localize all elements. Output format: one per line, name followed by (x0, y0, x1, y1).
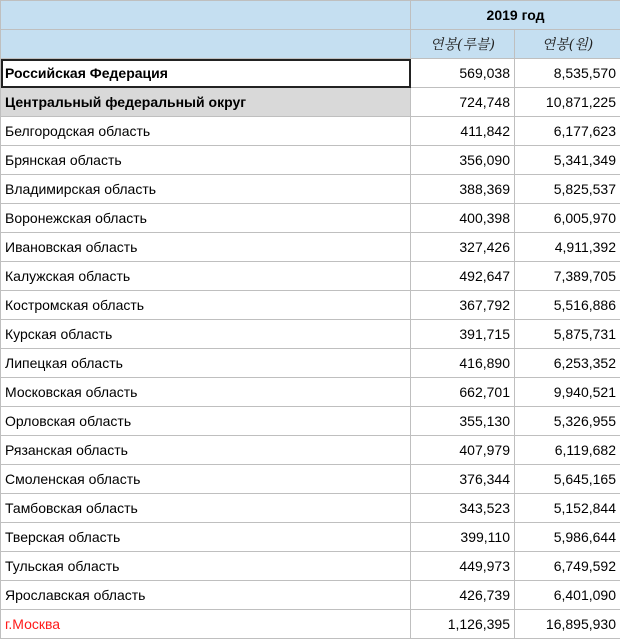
salary-won-cell[interactable]: 6,119,682 (515, 436, 620, 465)
region-name-cell[interactable]: Белгородская область (1, 117, 411, 146)
salary-rub-cell[interactable]: 356,090 (411, 146, 515, 175)
table-row (1, 233, 620, 262)
region-name-cell[interactable]: г.Москва (1, 610, 411, 639)
year-header-row (1, 1, 620, 30)
column-header-won[interactable]: 연봉(원) (515, 30, 620, 59)
column-header-rub[interactable]: 연봉(루블) (411, 30, 515, 59)
salary-rub-cell[interactable]: 426,739 (411, 581, 515, 610)
region-name-cell[interactable]: Липецкая область (1, 349, 411, 378)
region-name-cell[interactable]: Брянская область (1, 146, 411, 175)
region-name-cell[interactable]: Ивановская область (1, 233, 411, 262)
table-row (1, 320, 620, 349)
salary-rub-cell[interactable]: 391,715 (411, 320, 515, 349)
region-name-cell[interactable]: Воронежская область (1, 204, 411, 233)
salary-rub-cell[interactable]: 388,369 (411, 175, 515, 204)
table-row (1, 552, 620, 581)
salary-won-cell[interactable]: 8,535,570 (515, 59, 620, 88)
salary-rub-cell[interactable]: 416,890 (411, 349, 515, 378)
region-name-cell[interactable]: Орловская область (1, 407, 411, 436)
header-blank-cell[interactable] (1, 30, 411, 59)
table-row (1, 610, 620, 639)
region-name-cell[interactable]: Владимирская область (1, 175, 411, 204)
salary-won-cell[interactable]: 5,152,844 (515, 494, 620, 523)
salary-won-cell[interactable]: 6,005,970 (515, 204, 620, 233)
salary-rub-cell[interactable]: 449,973 (411, 552, 515, 581)
salary-won-cell[interactable]: 16,895,930 (515, 610, 620, 639)
region-name-cell[interactable]: Курская область (1, 320, 411, 349)
region-name-cell[interactable]: Центральный федеральный округ (1, 88, 411, 117)
salary-won-cell[interactable]: 6,253,352 (515, 349, 620, 378)
salary-rub-cell[interactable]: 327,426 (411, 233, 515, 262)
salary-won-cell[interactable]: 5,341,349 (515, 146, 620, 175)
region-name-cell[interactable]: Московская область (1, 378, 411, 407)
table-row (1, 465, 620, 494)
salary-rub-cell[interactable]: 399,110 (411, 523, 515, 552)
region-name-cell[interactable]: Ярославская область (1, 581, 411, 610)
region-name-cell[interactable]: Калужская область (1, 262, 411, 291)
salary-won-cell[interactable]: 9,940,521 (515, 378, 620, 407)
salary-rub-cell[interactable]: 724,748 (411, 88, 515, 117)
salary-won-cell[interactable]: 5,516,886 (515, 291, 620, 320)
salary-rub-cell[interactable]: 662,701 (411, 378, 515, 407)
table-row (1, 146, 620, 175)
salary-rub-cell[interactable]: 376,344 (411, 465, 515, 494)
salary-rub-cell[interactable]: 407,979 (411, 436, 515, 465)
year-header-cell[interactable]: 2019 год (411, 1, 620, 30)
salary-won-cell[interactable]: 6,749,592 (515, 552, 620, 581)
table-row (1, 581, 620, 610)
salary-rub-cell[interactable]: 492,647 (411, 262, 515, 291)
table-row (1, 262, 620, 291)
salary-won-cell[interactable]: 5,986,644 (515, 523, 620, 552)
salary-won-cell[interactable]: 5,825,537 (515, 175, 620, 204)
region-name-cell[interactable]: Тверская область (1, 523, 411, 552)
table-row (1, 204, 620, 233)
salary-won-cell[interactable]: 7,389,705 (515, 262, 620, 291)
table-row (1, 291, 620, 320)
table-row (1, 175, 620, 204)
salary-rub-cell[interactable]: 1,126,395 (411, 610, 515, 639)
table-row (1, 117, 620, 146)
region-name-cell[interactable]: Тамбовская область (1, 494, 411, 523)
salary-won-cell[interactable]: 6,177,623 (515, 117, 620, 146)
salary-won-cell[interactable]: 5,645,165 (515, 465, 620, 494)
salary-rub-cell[interactable]: 411,842 (411, 117, 515, 146)
region-name-cell[interactable]: Российская Федерация (1, 59, 411, 88)
table-row (1, 436, 620, 465)
salary-won-cell[interactable]: 4,911,392 (515, 233, 620, 262)
salary-rub-cell[interactable]: 569,038 (411, 59, 515, 88)
region-name-cell[interactable]: Тульская область (1, 552, 411, 581)
table-row (1, 494, 620, 523)
salary-rub-cell[interactable]: 367,792 (411, 291, 515, 320)
table-row (1, 349, 620, 378)
salary-won-cell[interactable]: 6,401,090 (515, 581, 620, 610)
region-name-cell[interactable]: Смоленская область (1, 465, 411, 494)
salary-rub-cell[interactable]: 343,523 (411, 494, 515, 523)
region-name-cell[interactable]: Рязанская область (1, 436, 411, 465)
table-row (1, 59, 620, 88)
table-row (1, 378, 620, 407)
salary-won-cell[interactable]: 10,871,225 (515, 88, 620, 117)
table-row (1, 88, 620, 117)
salary-rub-cell[interactable]: 355,130 (411, 407, 515, 436)
region-name-cell[interactable]: Костромская область (1, 291, 411, 320)
column-header-row (1, 30, 620, 59)
salary-won-cell[interactable]: 5,326,955 (515, 407, 620, 436)
table-row (1, 523, 620, 552)
header-blank-cell[interactable] (1, 1, 411, 30)
table-row (1, 407, 620, 436)
salary-won-cell[interactable]: 5,875,731 (515, 320, 620, 349)
salary-rub-cell[interactable]: 400,398 (411, 204, 515, 233)
